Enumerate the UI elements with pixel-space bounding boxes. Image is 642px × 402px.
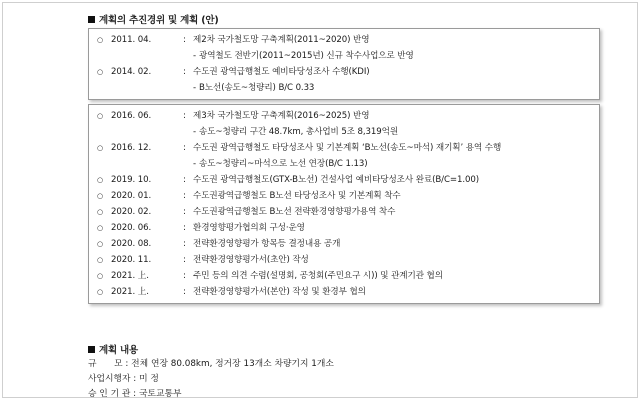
colon-separator: : [183, 223, 186, 233]
history-text: 수도권광역급행철도 B노선 타당성조사 및 기본계획 착수 [193, 191, 401, 201]
history-box-2 [88, 104, 600, 304]
circle-bullet-icon: ○ [97, 176, 104, 184]
history-item [89, 237, 599, 251]
circle-bullet-icon: ○ [97, 224, 104, 232]
history-item [89, 221, 599, 235]
circle-bullet-icon: ○ [97, 68, 104, 76]
history-item [89, 285, 599, 299]
colon-separator: : [183, 287, 186, 297]
history-date: 2014. 02. [111, 67, 152, 77]
colon-separator: : [183, 111, 186, 121]
dash-bullet-icon: - [193, 127, 197, 137]
history-text: 주민 등의 의견 수렴(설명회, 공청회(주민요구 시)) 및 관계기관 협의 [193, 271, 443, 281]
history-text: 환경영향평가협의회 구성·운영 [193, 223, 305, 233]
plan-line-scale: 규 모 : 전체 연장 80.08km, 정거장 13개소 차량기지 1개소 [88, 356, 334, 369]
history-item [89, 205, 599, 219]
plan-value: 미 정 [139, 374, 159, 384]
circle-bullet-icon: ○ [97, 240, 104, 248]
dash-bullet-icon: - [193, 83, 197, 93]
history-item [89, 253, 599, 267]
circle-bullet-icon: ○ [97, 288, 104, 296]
history-item [89, 269, 599, 283]
history-text: 제2차 국가철도망 구축계획(2011~2020) 반영 [193, 35, 370, 45]
history-date: 2020. 02. [111, 207, 152, 217]
plan-label: 승 인 기 관 [88, 389, 131, 399]
colon-separator: : [183, 67, 186, 77]
circle-bullet-icon: ○ [97, 192, 104, 200]
history-date: 2020. 08. [111, 239, 152, 249]
history-text: 수도권 광역급행철도(GTX-B노선) 건설사업 예비타당성조사 완료(B/C=1.00) [193, 175, 479, 185]
colon-separator: : [183, 143, 186, 153]
colon-separator: : [183, 239, 186, 249]
history-text: 전략환경영향평가서(본안) 작성 및 환경부 협의 [193, 287, 366, 297]
plan-label: 규 모 [88, 359, 123, 369]
history-date: 2020. 06. [111, 223, 152, 233]
history-subtext: 송도~청량리~마석으로 노선 연장(B/C 1.13) [199, 159, 368, 169]
history-subtext: 광역철도 전반기(2011~2015년) 신규 착수사업으로 반영 [199, 51, 414, 61]
history-item [89, 109, 599, 123]
history-text: 수도권 광역급행철도 예비타당성조사 수행(KDI) [193, 67, 370, 77]
circle-bullet-icon: ○ [97, 272, 104, 280]
history-subitem [89, 49, 599, 63]
colon-separator: : [183, 191, 186, 201]
dash-bullet-icon: - [193, 51, 197, 61]
circle-bullet-icon: ○ [97, 208, 104, 216]
history-text: 수도권 광역급행철도 타당성조사 및 기본계획 ‘B노선(송도~마석) 재기획’ 용역 수행 [193, 143, 502, 153]
history-date: 2016. 06. [111, 111, 152, 121]
history-subtext: 송도~청량리 구간 48.7km, 총사업비 5조 8,319억원 [199, 127, 399, 137]
history-date: 2021. 上. [111, 271, 149, 281]
colon-separator: : [183, 207, 186, 217]
history-text: 전략환경영향평가서(초안) 작성 [193, 255, 309, 265]
history-item [89, 65, 599, 79]
history-text: 수도권광역급행철도 B노선 전략환경영향평가용역 착수 [193, 207, 396, 217]
history-date: 2016. 12. [111, 143, 152, 153]
square-bullet-icon [88, 346, 95, 353]
circle-bullet-icon: ○ [97, 256, 104, 264]
section-title-plan [88, 342, 138, 356]
history-date: 2020. 01. [111, 191, 152, 201]
colon-separator: : [183, 35, 186, 45]
history-subitem [89, 125, 599, 139]
history-box-1 [88, 28, 600, 100]
history-item [89, 33, 599, 47]
plan-value: 국토교통부 [138, 389, 182, 399]
square-bullet-icon [88, 16, 95, 23]
section-title-progress [88, 12, 218, 26]
history-date: 2011. 04. [111, 35, 152, 45]
dash-bullet-icon: - [193, 159, 197, 169]
history-subtext: B노선(송도~청량리) B/C 0.33 [199, 83, 315, 93]
circle-bullet-icon: ○ [97, 144, 104, 152]
history-item [89, 141, 599, 155]
colon-separator: : [183, 255, 186, 265]
history-date: 2021. 上. [111, 287, 149, 297]
plan-label: 사업시행자 [88, 374, 131, 384]
history-item [89, 189, 599, 203]
history-date: 2019. 10. [111, 175, 152, 185]
history-text: 전략환경영향평가 항목등 결정내용 공개 [193, 239, 341, 249]
history-subitem [89, 81, 599, 95]
colon-separator: : [183, 271, 186, 281]
circle-bullet-icon: ○ [97, 112, 104, 120]
colon-separator: : [183, 175, 186, 185]
circle-bullet-icon: ○ [97, 36, 104, 44]
section-title-text: 계획 내용 [99, 345, 139, 356]
history-text: 제3차 국가철도망 구축계획(2016~2025) 반영 [193, 111, 370, 121]
history-date: 2020. 11. [111, 255, 152, 265]
history-item [89, 173, 599, 187]
history-subitem [89, 157, 599, 171]
plan-line-approver: 승 인 기 관 : 국토교통부 [88, 386, 181, 399]
section-title-text: 계획의 추진경위 및 계획 (안) [99, 15, 219, 26]
plan-value: 전체 연장 80.08km, 정거장 13개소 차량기지 1개소 [131, 359, 334, 369]
plan-line-operator: 사업시행자 : 미 정 [88, 371, 159, 384]
